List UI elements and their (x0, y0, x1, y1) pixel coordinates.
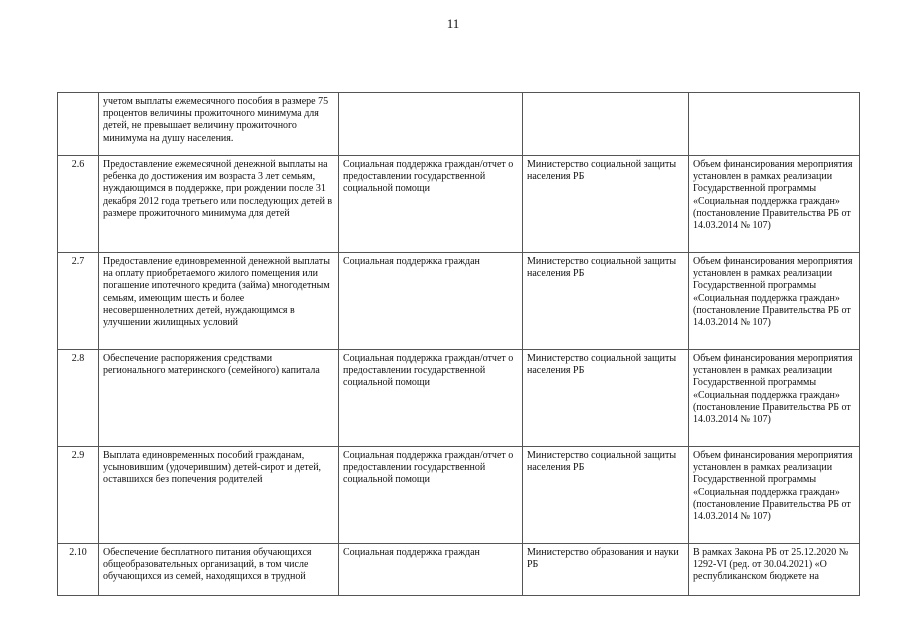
cell-number (58, 93, 99, 156)
table-row (58, 447, 860, 544)
cell-executor: Министерство социальной защиты населения РБ (523, 253, 689, 350)
cell-financing: Объем финансирования мероприятия установлен в рамках реализации Государственной программы «Социальная поддержка граждан» (постановление Правительства РБ от 14.03.2014 № 107) (689, 253, 860, 350)
cell-support-type: Социальная поддержка граждан/отчет о предоставлении государственной социальной помощи (339, 447, 523, 544)
measures-table (57, 92, 860, 596)
table-row (58, 156, 860, 253)
cell-number: 2.9 (58, 447, 99, 544)
table-row (58, 350, 860, 447)
cell-measure-name: Обеспечение распоряжения средствами регионального материнского (семейного) капитала (99, 350, 339, 447)
cell-financing: Объем финансирования мероприятия установлен в рамках реализации Государственной программы «Социальная поддержка граждан» (постановление Правительства РБ от 14.03.2014 № 107) (689, 447, 860, 544)
cell-support-type: Социальная поддержка граждан (339, 253, 523, 350)
cell-executor: Министерство образования и науки РБ (523, 544, 689, 596)
cell-measure-name: Выплата единовременных пособий гражданам, усыновившим (удочерившим) детей-сирот и детей, оставшихся без попечения родителей (99, 447, 339, 544)
cell-financing: Объем финансирования мероприятия установлен в рамках реализации Государственной программы «Социальная поддержка граждан» (постановление Правительства РБ от 14.03.2014 № 107) (689, 156, 860, 253)
cell-measure-name: учетом выплаты ежемесячного пособия в размере 75 процентов величины прожиточного минимума для детей, не превышает величину прожиточного минимума на душу населения. (99, 93, 339, 156)
cell-financing: Объем финансирования мероприятия установлен в рамках реализации Государственной программы «Социальная поддержка граждан» (постановление Правительства РБ от 14.03.2014 № 107) (689, 350, 860, 447)
cell-financing (689, 93, 860, 156)
cell-number: 2.6 (58, 156, 99, 253)
cell-support-type: Социальная поддержка граждан/отчет о предоставлении государственной социальной помощи (339, 156, 523, 253)
cell-support-type: Социальная поддержка граждан (339, 544, 523, 596)
table-row (58, 253, 860, 350)
cell-measure-name: Предоставление единовременной денежной выплаты на оплату приобретаемого жилого помещения или погашение ипотечного кредита (займа) многодетным семьям, имеющим шесть и более несовершеннолетних детей, нуждающимся в улучшении жилищных условий (99, 253, 339, 350)
table-row (58, 544, 860, 596)
table-row (58, 93, 860, 156)
cell-measure-name: Обеспечение бесплатного питания обучающихся общеобразовательных организаций, в том числе обучающихся из семей, находящихся в трудной (99, 544, 339, 596)
page-number: 11 (446, 16, 460, 31)
cell-financing: В рамках Закона РБ от 25.12.2020 № 1292-VI (ред. от 30.04.2021) «О республиканском бюджете на (689, 544, 860, 596)
cell-support-type (339, 93, 523, 156)
cell-executor: Министерство социальной защиты населения РБ (523, 447, 689, 544)
cell-executor: Министерство социальной защиты населения РБ (523, 156, 689, 253)
cell-number: 2.10 (58, 544, 99, 596)
cell-executor: Министерство социальной защиты населения РБ (523, 350, 689, 447)
cell-support-type: Социальная поддержка граждан/отчет о предоставлении государственной социальной помощи (339, 350, 523, 447)
cell-number: 2.7 (58, 253, 99, 350)
cell-executor (523, 93, 689, 156)
cell-number: 2.8 (58, 350, 99, 447)
cell-measure-name: Предоставление ежемесячной денежной выплаты на ребенка до достижения им возраста 3 лет семьям, нуждающимся в поддержке, при рождении после 31 декабря 2012 года третьего или последующих детей в размере прожиточного минимума для детей (99, 156, 339, 253)
